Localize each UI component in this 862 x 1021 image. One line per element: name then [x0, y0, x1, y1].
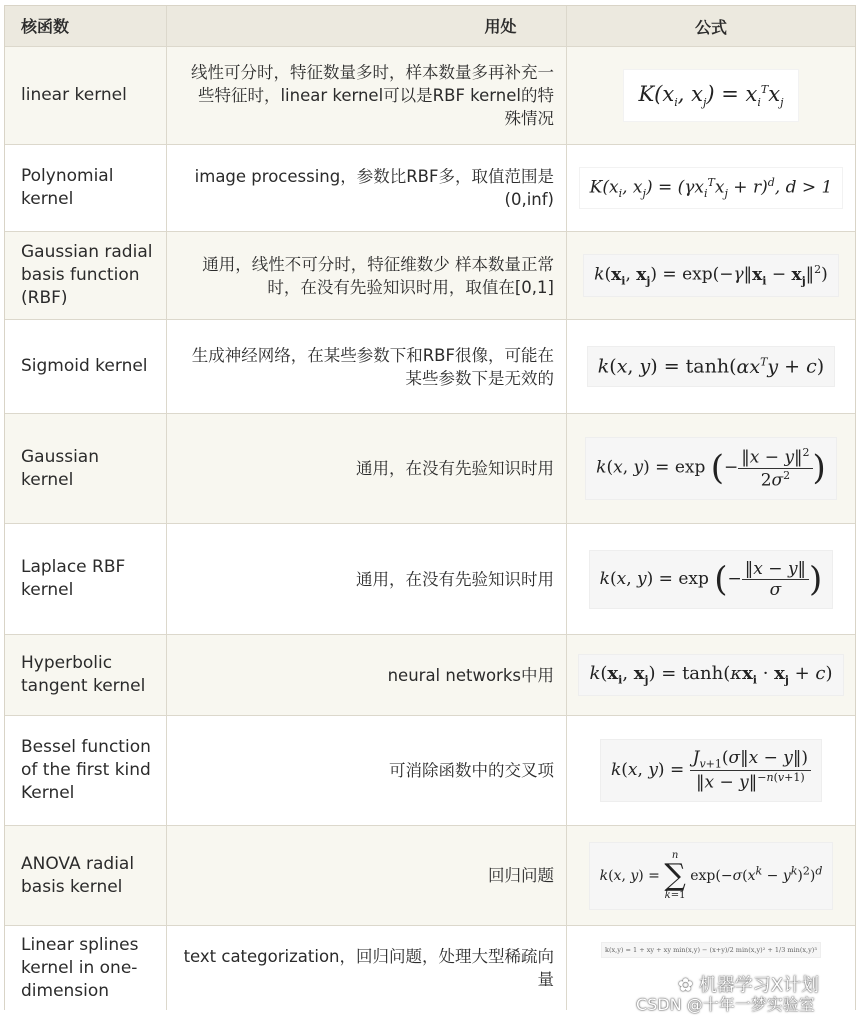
header-kernel: 核函数 [5, 6, 167, 46]
formula-image: k(x,y) = 1 + xy + xy min(x,y) − (x+y)/2 min(x,y)² + 1/3 min(x,y)³ [601, 942, 821, 958]
kernel-usage: 回归问题 [167, 826, 567, 925]
header-usage: 用处 [167, 6, 567, 46]
table-row [5, 716, 855, 826]
kernel-name: Gaussian kernel [5, 414, 167, 523]
kernel-name: Gaussian radial basis function (RBF) [5, 232, 167, 319]
formula-image: $k(x_i$, $x_j$) = $\exp(-\gamma‖x_i$ − $x_j‖^2$) [583, 254, 839, 296]
table-row [5, 826, 855, 926]
kernel-table [4, 5, 856, 1010]
formula-image: $K(x_i$, $x_j) = x_i^Tx_j$ [623, 69, 798, 122]
kernel-usage: image processing，参数比RBF多，取值范围是(0,inf) [167, 145, 567, 231]
formula-image: k(x, y) = n ∑ k=1 $\exp(-\sigma(x^k - y^k)^2)^d$ [589, 842, 834, 910]
table-row [5, 320, 855, 414]
kernel-usage: neural networks中用 [167, 635, 567, 715]
formula-image: $k(x_i$, $x_j) = \tanh(\kappa x_i \cdot x_j + c)$ [578, 654, 843, 696]
kernel-usage: text categorization，回归问题，处理大型稀疏向量 [167, 926, 567, 1010]
csdn-watermark: CSDN @十年一梦实验室 [636, 995, 815, 1014]
kernel-formula [567, 524, 855, 634]
formula-image: $K(x_i$, $x_j) = (\gamma x_i^Tx_j + r)^d$, d > 1 [579, 167, 844, 209]
formula-image: k(x, y) = exp (− $\frac{‖x - y‖^2}{2\sigma^2}$ ) [585, 437, 837, 499]
kernel-formula [567, 716, 855, 825]
formula-image: k(x, y) = $\frac{J_{v+1}(\sigma‖x - y‖)}{‖x - y‖^{-n(v+1)}}$ [600, 739, 822, 802]
kernel-name: Sigmoid kernel [5, 320, 167, 413]
wechat-watermark: ✿ 机器学习X计划 [678, 975, 820, 996]
kernel-name: Hyperbolic tangent kernel [5, 635, 167, 715]
table-row [5, 635, 855, 716]
kernel-name: linear kernel [5, 47, 167, 144]
kernel-usage: 通用，在没有先验知识时用 [167, 524, 567, 634]
kernel-name: Polynomial kernel [5, 145, 167, 231]
formula-image: k(x, $y) = \tanh(\alpha x^Ty + c)$ [587, 346, 835, 386]
kernel-name: ANOVA radial basis kernel [5, 826, 167, 925]
kernel-usage: 可消除函数中的交叉项 [167, 716, 567, 825]
header-formula: 公式 [694, 17, 727, 37]
table-row [5, 47, 855, 145]
kernel-usage: 通用，线性不可分时，特征维数少 样本数量正常时，在没有先验知识时用，取值在[0,1] [167, 232, 567, 319]
kernel-formula [567, 635, 855, 715]
kernel-formula [567, 47, 855, 144]
kernel-name: Bessel function of the first kind Kernel [5, 716, 167, 825]
kernel-formula [567, 414, 855, 523]
table-row [5, 232, 855, 320]
table-row [5, 414, 855, 524]
table-row [5, 524, 855, 635]
table-row [5, 145, 855, 232]
kernel-usage: 线性可分时，特征数量多时，样本数量多再补充一些特征时，linear kernel可以是RBF kernel的特殊情况 [167, 47, 567, 144]
kernel-name: Linear splines kernel in one-dimension [5, 926, 167, 1010]
formula-image: k(x, y) = exp (− $\frac{‖x - y‖}{\sigma}$ ) [589, 550, 834, 609]
kernel-formula [567, 232, 855, 319]
kernel-formula [567, 826, 855, 925]
table-header-row [5, 6, 855, 47]
kernel-usage: 生成神经网络，在某些参数下和RBF很像，可能在某些参数下是无效的 [167, 320, 567, 413]
kernel-name: Laplace RBF kernel [5, 524, 167, 634]
wechat-icon: ✿ [678, 975, 699, 996]
kernel-formula [567, 145, 855, 231]
kernel-usage: 通用，在没有先验知识时用 [167, 414, 567, 523]
kernel-formula [567, 320, 855, 413]
